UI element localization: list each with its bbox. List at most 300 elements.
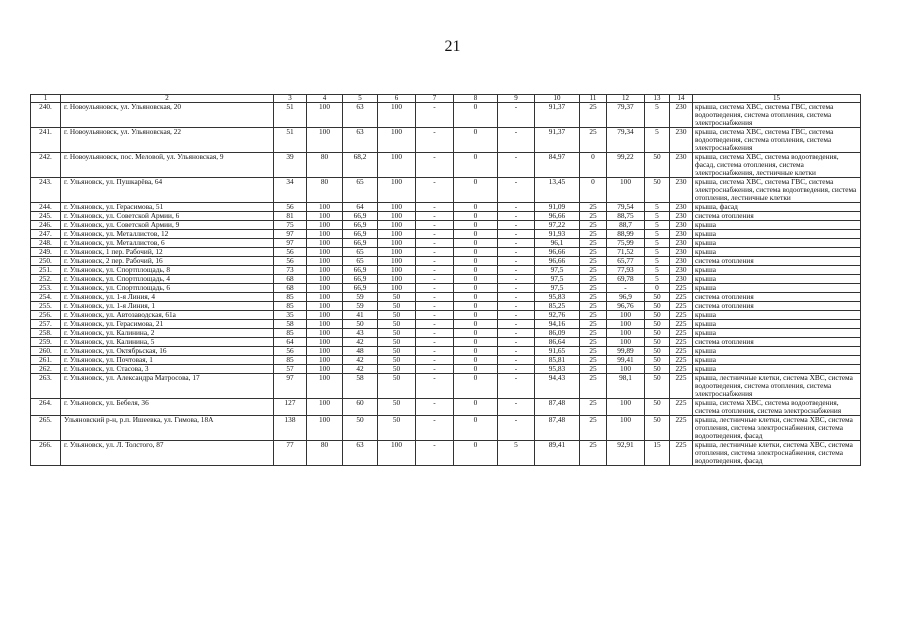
table-row <box>31 284 861 293</box>
column-header: 6 <box>378 95 416 103</box>
col-12: 100 <box>607 338 645 347</box>
address: г. Ульяновск, ул. 1-я Линия, 4 <box>61 293 274 302</box>
col-13: 5 <box>645 212 670 221</box>
col-14: 230 <box>670 266 693 275</box>
col-12: 100 <box>607 399 645 416</box>
col-4: 100 <box>307 103 343 128</box>
col-8: 0 <box>454 399 498 416</box>
col-13: 50 <box>645 153 670 178</box>
col-8: 0 <box>454 329 498 338</box>
col-14: 230 <box>670 221 693 230</box>
col-5: 48 <box>343 347 378 356</box>
col-11: 25 <box>580 356 607 365</box>
col-7: - <box>416 320 454 329</box>
col-7: - <box>416 178 454 203</box>
col-7: - <box>416 356 454 365</box>
address: г. Ульяновск, ул. Металлистов, 12 <box>61 230 274 239</box>
col-7: - <box>416 284 454 293</box>
col-10: 96,66 <box>535 212 580 221</box>
col-12: 65,77 <box>607 257 645 266</box>
col-10: 94,43 <box>535 374 580 399</box>
col-12: 100 <box>607 311 645 320</box>
col-11: 25 <box>580 212 607 221</box>
col-12: 88,7 <box>607 221 645 230</box>
col-8: 0 <box>454 128 498 153</box>
col-11: 25 <box>580 302 607 311</box>
row-number: 250. <box>31 257 61 266</box>
col-4: 100 <box>307 356 343 365</box>
col-4: 100 <box>307 320 343 329</box>
row-number: 266. <box>31 441 61 466</box>
col-8: 0 <box>454 153 498 178</box>
col-4: 100 <box>307 221 343 230</box>
col-3: 85 <box>274 356 307 365</box>
col-7: - <box>416 441 454 466</box>
col-10: 97,5 <box>535 284 580 293</box>
col-9: - <box>498 212 535 221</box>
col-11: 25 <box>580 399 607 416</box>
col-12: 100 <box>607 178 645 203</box>
col-8: 0 <box>454 311 498 320</box>
col-4: 100 <box>307 311 343 320</box>
col-6: 50 <box>378 356 416 365</box>
col-14: 230 <box>670 239 693 248</box>
col-11: 25 <box>580 347 607 356</box>
col-13: 50 <box>645 399 670 416</box>
col-11: 25 <box>580 128 607 153</box>
col-12: 100 <box>607 320 645 329</box>
col-14: 230 <box>670 230 693 239</box>
column-header-row <box>31 95 861 103</box>
col-14: 230 <box>670 248 693 257</box>
col-14: 230 <box>670 103 693 128</box>
col-5: 65 <box>343 248 378 257</box>
col-3: 97 <box>274 239 307 248</box>
col-6: 100 <box>378 284 416 293</box>
col-10: 91,37 <box>535 103 580 128</box>
column-header: 7 <box>416 95 454 103</box>
col-6: 100 <box>378 212 416 221</box>
col-14: 225 <box>670 320 693 329</box>
col-11: 25 <box>580 329 607 338</box>
col-8: 0 <box>454 248 498 257</box>
col-9: - <box>498 293 535 302</box>
row-number: 249. <box>31 248 61 257</box>
col-11: 0 <box>580 153 607 178</box>
col-14: 230 <box>670 275 693 284</box>
col-6: 50 <box>378 302 416 311</box>
col-6: 50 <box>378 399 416 416</box>
col-3: 138 <box>274 416 307 441</box>
col-6: 100 <box>378 178 416 203</box>
col-7: - <box>416 203 454 212</box>
col-4: 100 <box>307 416 343 441</box>
row-number: 241. <box>31 128 61 153</box>
col-7: - <box>416 374 454 399</box>
col-6: 50 <box>378 338 416 347</box>
col-5: 42 <box>343 338 378 347</box>
col-3: 64 <box>274 338 307 347</box>
col-3: 75 <box>274 221 307 230</box>
col-4: 100 <box>307 302 343 311</box>
col-4: 100 <box>307 239 343 248</box>
col-14: 230 <box>670 212 693 221</box>
address: г. Ульяновск, ул. Калинина, 2 <box>61 329 274 338</box>
col-3: 85 <box>274 293 307 302</box>
row-number: 248. <box>31 239 61 248</box>
col-8: 0 <box>454 374 498 399</box>
address: г. Ульяновск, 2 пер. Рабочий, 16 <box>61 257 274 266</box>
col-9: - <box>498 399 535 416</box>
repair-works: крыша, лестничные клетки, система ХВС, система отопления, система электроснабжения, система водоотведения, фасад <box>693 416 861 441</box>
col-4: 100 <box>307 212 343 221</box>
table-row <box>31 239 861 248</box>
col-4: 100 <box>307 284 343 293</box>
col-11: 25 <box>580 221 607 230</box>
col-8: 0 <box>454 275 498 284</box>
page-number: 21 <box>444 38 461 55</box>
table-row <box>31 302 861 311</box>
col-8: 0 <box>454 441 498 466</box>
col-8: 0 <box>454 356 498 365</box>
address: г. Ульяновск, ул. Автозаводская, 61а <box>61 311 274 320</box>
col-12: 100 <box>607 416 645 441</box>
col-12: 99,41 <box>607 356 645 365</box>
col-9: - <box>498 103 535 128</box>
row-number: 252. <box>31 275 61 284</box>
col-3: 39 <box>274 153 307 178</box>
col-10: 87,48 <box>535 399 580 416</box>
col-7: - <box>416 338 454 347</box>
table-row <box>31 212 861 221</box>
col-7: - <box>416 230 454 239</box>
col-10: 94,16 <box>535 320 580 329</box>
col-7: - <box>416 399 454 416</box>
table-row <box>31 329 861 338</box>
col-12: 96,9 <box>607 293 645 302</box>
col-3: 68 <box>274 284 307 293</box>
table-row <box>31 221 861 230</box>
repair-works: крыша, система ХВС, система ГВС, система электроснабжения, система водоотведения, система отопления, лестничные клетки <box>693 178 861 203</box>
col-10: 96,1 <box>535 239 580 248</box>
col-6: 50 <box>378 311 416 320</box>
col-9: - <box>498 257 535 266</box>
col-10: 85,25 <box>535 302 580 311</box>
col-10: 89,41 <box>535 441 580 466</box>
col-3: 58 <box>274 320 307 329</box>
col-9: - <box>498 203 535 212</box>
row-number: 264. <box>31 399 61 416</box>
repair-works: крыша <box>693 239 861 248</box>
col-14: 225 <box>670 347 693 356</box>
table-row <box>31 103 861 128</box>
row-number: 244. <box>31 203 61 212</box>
col-14: 225 <box>670 293 693 302</box>
column-header: 3 <box>274 95 307 103</box>
row-number: 260. <box>31 347 61 356</box>
col-14: 225 <box>670 284 693 293</box>
row-number: 245. <box>31 212 61 221</box>
table-row <box>31 347 861 356</box>
col-6: 100 <box>378 441 416 466</box>
col-5: 66,9 <box>343 212 378 221</box>
col-8: 0 <box>454 302 498 311</box>
col-13: 5 <box>645 221 670 230</box>
table-row <box>31 266 861 275</box>
col-10: 84,97 <box>535 153 580 178</box>
col-10: 97,5 <box>535 266 580 275</box>
table-row <box>31 293 861 302</box>
col-12: 79,54 <box>607 203 645 212</box>
col-13: 50 <box>645 365 670 374</box>
table-row <box>31 365 861 374</box>
address: г. Ульяновск, ул. Спортплощадь, 8 <box>61 266 274 275</box>
col-13: 50 <box>645 416 670 441</box>
col-7: - <box>416 266 454 275</box>
address: г. Ульяновск, ул. Бебеля, 36 <box>61 399 274 416</box>
col-13: 0 <box>645 284 670 293</box>
col-14: 230 <box>670 257 693 266</box>
col-14: 225 <box>670 338 693 347</box>
col-10: 97,5 <box>535 275 580 284</box>
col-8: 0 <box>454 103 498 128</box>
row-number: 255. <box>31 302 61 311</box>
col-7: - <box>416 416 454 441</box>
col-13: 50 <box>645 374 670 399</box>
col-8: 0 <box>454 212 498 221</box>
col-3: 127 <box>274 399 307 416</box>
column-header: 13 <box>645 95 670 103</box>
row-number: 243. <box>31 178 61 203</box>
col-4: 100 <box>307 257 343 266</box>
col-9: - <box>498 416 535 441</box>
col-5: 59 <box>343 302 378 311</box>
col-10: 95,83 <box>535 365 580 374</box>
col-11: 25 <box>580 338 607 347</box>
table-row <box>31 128 861 153</box>
col-5: 66,9 <box>343 275 378 284</box>
col-5: 65 <box>343 178 378 203</box>
repair-works: система отопления <box>693 302 861 311</box>
address: г. Ульяновск, ул. Александра Матросова, 17 <box>61 374 274 399</box>
repair-works: крыша <box>693 320 861 329</box>
column-header: 4 <box>307 95 343 103</box>
row-number: 256. <box>31 311 61 320</box>
repair-works: крыша, система ХВС, система ГВС, система водоотведения, система отопления, система электроснабжения <box>693 128 861 153</box>
col-3: 56 <box>274 257 307 266</box>
col-10: 91,37 <box>535 128 580 153</box>
col-3: 35 <box>274 311 307 320</box>
address: г. Ульяновск, ул. Спортплощадь, 4 <box>61 275 274 284</box>
table-row <box>31 153 861 178</box>
col-13: 50 <box>645 311 670 320</box>
address: г. Ульяновск, ул. Советской Армии, 9 <box>61 221 274 230</box>
col-7: - <box>416 293 454 302</box>
col-12: 75,99 <box>607 239 645 248</box>
col-7: - <box>416 365 454 374</box>
address: г. Новоульяновск, пос. Меловой, ул. Ульяновская, 9 <box>61 153 274 178</box>
col-5: 63 <box>343 103 378 128</box>
col-13: 50 <box>645 302 670 311</box>
column-header: 10 <box>535 95 580 103</box>
col-6: 100 <box>378 221 416 230</box>
col-11: 25 <box>580 275 607 284</box>
col-8: 0 <box>454 416 498 441</box>
col-12: 88,99 <box>607 230 645 239</box>
col-9: - <box>498 365 535 374</box>
col-3: 81 <box>274 212 307 221</box>
column-header: 5 <box>343 95 378 103</box>
col-5: 63 <box>343 441 378 466</box>
col-10: 86,09 <box>535 329 580 338</box>
col-5: 66,9 <box>343 266 378 275</box>
col-3: 57 <box>274 365 307 374</box>
repair-works: система отопления <box>693 257 861 266</box>
col-9: - <box>498 338 535 347</box>
row-number: 261. <box>31 356 61 365</box>
col-10: 97,22 <box>535 221 580 230</box>
col-8: 0 <box>454 293 498 302</box>
address: г. Ульяновск, ул. Спортплощадь, 6 <box>61 284 274 293</box>
col-3: 51 <box>274 128 307 153</box>
repair-works: крыша, лестничные клетки, система ХВС, система водоотведения, система отопления, система электроснабжения <box>693 374 861 399</box>
address: г. Новоульяновск, ул. Ульяновская, 22 <box>61 128 274 153</box>
repair-works: крыша <box>693 266 861 275</box>
col-8: 0 <box>454 338 498 347</box>
col-5: 42 <box>343 365 378 374</box>
col-14: 230 <box>670 128 693 153</box>
table-row <box>31 320 861 329</box>
col-12: - <box>607 284 645 293</box>
repair-works: крыша <box>693 221 861 230</box>
col-10: 91,65 <box>535 347 580 356</box>
col-7: - <box>416 153 454 178</box>
col-10: 96,66 <box>535 248 580 257</box>
col-5: 64 <box>343 203 378 212</box>
row-number: 254. <box>31 293 61 302</box>
col-4: 100 <box>307 293 343 302</box>
table-row <box>31 178 861 203</box>
col-14: 225 <box>670 356 693 365</box>
col-9: 5 <box>498 441 535 466</box>
col-14: 225 <box>670 311 693 320</box>
col-11: 25 <box>580 103 607 128</box>
col-10: 92,76 <box>535 311 580 320</box>
col-14: 225 <box>670 416 693 441</box>
col-8: 0 <box>454 257 498 266</box>
repair-works: крыша <box>693 347 861 356</box>
repair-works: крыша <box>693 365 861 374</box>
table-row <box>31 374 861 399</box>
table-row <box>31 275 861 284</box>
column-header: 11 <box>580 95 607 103</box>
col-11: 25 <box>580 365 607 374</box>
col-13: 5 <box>645 257 670 266</box>
address: г. Ульяновск, 1 пер. Рабочий, 12 <box>61 248 274 257</box>
col-9: - <box>498 153 535 178</box>
col-4: 100 <box>307 266 343 275</box>
column-header: 15 <box>693 95 861 103</box>
col-9: - <box>498 221 535 230</box>
col-3: 97 <box>274 230 307 239</box>
col-6: 50 <box>378 329 416 338</box>
col-5: 42 <box>343 356 378 365</box>
col-11: 25 <box>580 293 607 302</box>
table-row <box>31 311 861 320</box>
col-6: 100 <box>378 128 416 153</box>
col-12: 69,78 <box>607 275 645 284</box>
col-6: 50 <box>378 347 416 356</box>
col-7: - <box>416 239 454 248</box>
col-6: 100 <box>378 248 416 257</box>
col-10: 85,81 <box>535 356 580 365</box>
column-header: 12 <box>607 95 645 103</box>
col-10: 87,48 <box>535 416 580 441</box>
col-8: 0 <box>454 178 498 203</box>
table-row <box>31 441 861 466</box>
col-7: - <box>416 275 454 284</box>
col-3: 85 <box>274 302 307 311</box>
col-3: 73 <box>274 266 307 275</box>
row-number: 247. <box>31 230 61 239</box>
col-5: 66,9 <box>343 239 378 248</box>
repair-works: система отопления <box>693 212 861 221</box>
table-row <box>31 399 861 416</box>
col-7: - <box>416 311 454 320</box>
col-13: 5 <box>645 128 670 153</box>
repair-works: крыша <box>693 311 861 320</box>
col-13: 50 <box>645 338 670 347</box>
col-9: - <box>498 329 535 338</box>
col-12: 100 <box>607 329 645 338</box>
col-6: 100 <box>378 230 416 239</box>
repair-works: крыша <box>693 230 861 239</box>
col-6: 100 <box>378 103 416 128</box>
col-11: 25 <box>580 257 607 266</box>
col-6: 50 <box>378 374 416 399</box>
col-14: 225 <box>670 441 693 466</box>
col-3: 77 <box>274 441 307 466</box>
repair-works: крыша, система ХВС, система водоотведения, фасад, система отопления, система электроснабжения, лестничные клетки <box>693 153 861 178</box>
col-13: 50 <box>645 347 670 356</box>
col-6: 100 <box>378 203 416 212</box>
address: г. Ульяновск, ул. Калинина, 5 <box>61 338 274 347</box>
col-5: 66,9 <box>343 284 378 293</box>
col-3: 85 <box>274 329 307 338</box>
col-12: 92,91 <box>607 441 645 466</box>
col-4: 100 <box>307 365 343 374</box>
col-11: 25 <box>580 239 607 248</box>
table-row <box>31 338 861 347</box>
address: г. Ульяновск, ул. Октябрьская, 16 <box>61 347 274 356</box>
col-8: 0 <box>454 221 498 230</box>
col-4: 100 <box>307 329 343 338</box>
col-4: 100 <box>307 338 343 347</box>
col-14: 225 <box>670 329 693 338</box>
row-number: 246. <box>31 221 61 230</box>
col-12: 79,37 <box>607 103 645 128</box>
row-number: 262. <box>31 365 61 374</box>
address: г. Новоульяновск, ул. Ульяновская, 20 <box>61 103 274 128</box>
col-9: - <box>498 239 535 248</box>
col-11: 25 <box>580 320 607 329</box>
col-14: 225 <box>670 365 693 374</box>
col-5: 41 <box>343 311 378 320</box>
col-10: 96,66 <box>535 257 580 266</box>
col-12: 100 <box>607 365 645 374</box>
col-8: 0 <box>454 365 498 374</box>
col-13: 50 <box>645 320 670 329</box>
